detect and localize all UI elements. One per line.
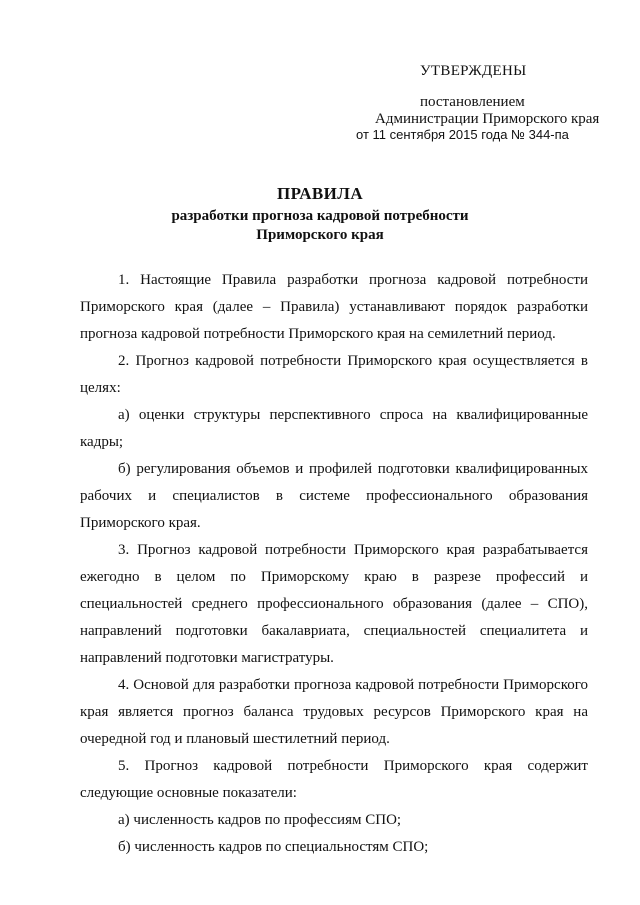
paragraph-3: 3. Прогноз кадровой потребности Приморского края разрабатывается ежегодно в целом по Приморскому краю в разрезе профессий и специальностей среднего профессионального образования (далее – СПО), направлений подготовки бакалавриата, специальностей специалитета и направлений подготовки магистратуры. bbox=[80, 542, 588, 666]
document-body bbox=[80, 267, 588, 861]
paragraph-2b: б) регулирования объемов и профилей подготовки квалифицированных рабочих и специалистов в системе профессионального образования Приморского края. bbox=[80, 461, 588, 531]
subtitle-line-1: разработки прогноза кадровой потребности bbox=[171, 208, 469, 224]
approval-organization: Администрации Приморского края bbox=[375, 111, 600, 127]
paragraph-5a: а) численность кадров по профессиям СПО; bbox=[118, 812, 402, 828]
paragraph-5b: б) численность кадров по специальностям СПО; bbox=[118, 839, 429, 855]
approval-heading: УТВЕРЖДЕНЫ bbox=[420, 63, 527, 79]
subtitle-line-2: Приморского края bbox=[256, 227, 384, 243]
paragraph-5: 5. Прогноз кадровой потребности Приморского края содержит следующие основные показатели: bbox=[80, 758, 588, 801]
paragraph-2a: а) оценки структуры перспективного спроса на квалифицированные кадры; bbox=[80, 407, 588, 450]
approval-date-line: от 11 сентября 2015 года № 344-па bbox=[356, 127, 569, 142]
paragraph-2: 2. Прогноз кадровой потребности Приморского края осуществляется в целях: bbox=[80, 353, 588, 396]
document-title: ПРАВИЛА bbox=[276, 184, 363, 203]
document-subtitle bbox=[0, 207, 640, 245]
paragraph-1: 1. Настоящие Правила разработки прогноза кадровой потребности Приморского края (далее – Правила) устанавливают порядок разработки прогноза кадровой потребности Приморского края на семилетний период. bbox=[80, 272, 588, 342]
approval-decree-label: постановлением bbox=[420, 94, 525, 110]
paragraph-4: 4. Основой для разработки прогноза кадровой потребности Приморского края является прогноз баланса трудовых ресурсов Приморского края на очередной год и плановый шестилетний период. bbox=[80, 677, 588, 747]
